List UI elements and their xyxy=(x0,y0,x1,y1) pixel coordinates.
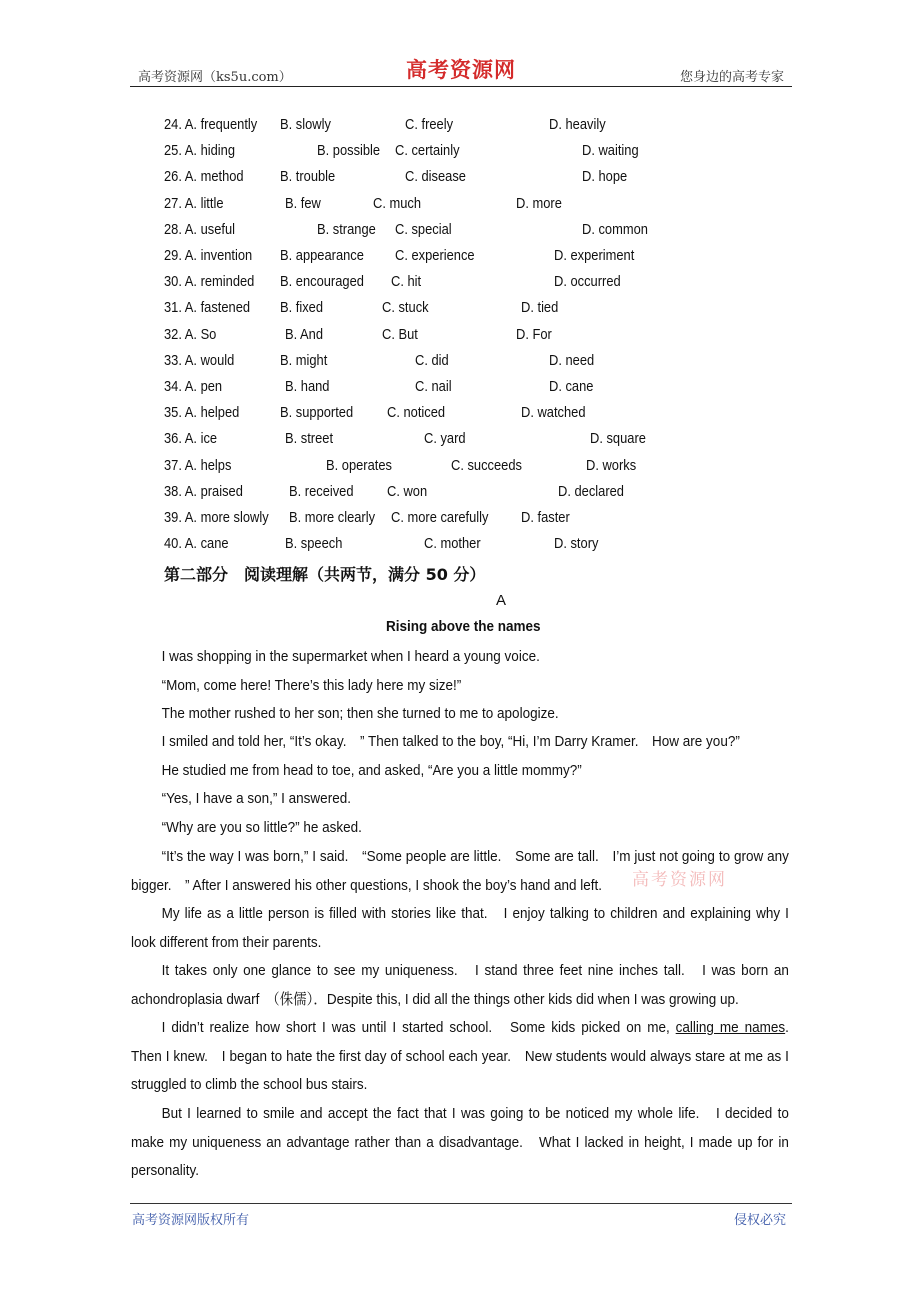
option-a: 36. A. ice xyxy=(164,430,218,448)
option-b: B. fixed xyxy=(280,299,324,317)
option-a: 32. A. So xyxy=(164,325,217,343)
paragraph: I didn’t realize how short I was until I started school. Some kids picked on me, calling me names. Then I knew. I began to hate the first day of school each year. New students would always stare at me as I struggled to climb the school bus stairs. xyxy=(131,1019,803,1094)
paragraph: “Mom, come here! There’s this lady here my size!” xyxy=(161,677,462,694)
option-a: 25. A. hiding xyxy=(164,142,236,160)
section-title: 第二部分 阅读理解（共两节，满分 50 分） xyxy=(164,565,486,584)
option-b: B. supported xyxy=(280,404,354,422)
option-b: B. more clearly xyxy=(289,509,376,526)
option-d: D. cane xyxy=(549,378,594,395)
option-c: C. more carefully xyxy=(391,509,489,526)
option-d: D. watched xyxy=(521,404,586,422)
option-c: C. special xyxy=(395,220,452,238)
option-c: C. much xyxy=(373,194,422,212)
option-b: B. received xyxy=(289,482,354,500)
header-site-name: 高考资源网（ks5u.com） xyxy=(138,70,292,85)
option-d: D. works xyxy=(586,456,637,474)
paragraph: “Yes, I have a son,” I answered. xyxy=(161,790,351,807)
option-d: D. square xyxy=(590,430,646,448)
option-b: B. few xyxy=(285,194,321,212)
option-a: 35. A. helped xyxy=(164,404,240,422)
option-c: C. mother xyxy=(424,535,481,553)
option-c: C. freely xyxy=(405,116,454,133)
option-c: C. succeeds xyxy=(451,456,522,474)
paragraph: I was shopping in the supermarket when I heard a young voice. xyxy=(161,648,540,665)
option-c: C. hit xyxy=(391,273,422,291)
option-b: B. appearance xyxy=(280,247,364,264)
option-c: C. stuck xyxy=(382,299,429,317)
option-b: B. hand xyxy=(285,378,330,395)
option-a: 40. A. cane xyxy=(164,535,229,553)
paragraph: My life as a little person is filled with stories like that. I enjoy talking to children and explaining why I look different from their parents. xyxy=(131,905,789,951)
option-d: D. declared xyxy=(558,482,624,500)
option-c: C. noticed xyxy=(387,404,446,422)
option-d: D. more xyxy=(516,194,562,212)
watermark: 高考资源网 xyxy=(632,870,727,890)
option-a: 26. A. method xyxy=(164,168,244,186)
option-d: D. occurred xyxy=(554,273,621,291)
option-d: D. need xyxy=(549,351,595,369)
option-a: 38. A. praised xyxy=(164,482,243,500)
page-header xyxy=(130,52,792,87)
paragraph: It takes only one glance to see my uniqueness. I stand three feet nine inches tall. I was born an achondroplasia dwarf （侏儒）．Despite this, I did all the things other kids did when I was growing up. xyxy=(131,962,789,1008)
option-d: D. tied xyxy=(521,299,559,317)
paragraph: But I learned to smile and accept the fact that I was going to be noticed my whole life. I decided to make my uniqueness an advantage rather than a disadvantage. What I lacked in height, I made up for in personality. xyxy=(131,1105,789,1180)
header-logo: 高考资源网 xyxy=(406,57,516,82)
option-b: B. strange xyxy=(317,220,376,238)
header-slogan: 您身边的高考专家 xyxy=(679,70,784,85)
option-a: 29. A. invention xyxy=(164,247,253,264)
option-c: C. won xyxy=(387,482,428,500)
paragraph: I smiled and told her, “It’s okay. ” Then talked to the boy, “Hi, I’m Darry Kramer. How are you?” xyxy=(161,733,740,750)
option-c: C. yard xyxy=(424,430,466,448)
option-c: C. did xyxy=(415,351,449,369)
option-a: 34. A. pen xyxy=(164,378,223,395)
option-a: 30. A. reminded xyxy=(164,273,255,291)
option-a: 33. A. would xyxy=(164,351,235,369)
option-a: 31. A. fastened xyxy=(164,299,251,317)
option-b: B. speech xyxy=(285,535,343,553)
option-c: C. disease xyxy=(405,168,466,186)
option-b: B. possible xyxy=(317,142,381,160)
paragraph: “Why are you so little?” he asked. xyxy=(161,819,362,836)
option-d: D. story xyxy=(554,535,599,553)
option-a: 28. A. useful xyxy=(164,220,236,238)
option-d: D. hope xyxy=(582,168,628,186)
footer-copyright: 高考资源网版权所有 xyxy=(132,1213,250,1228)
option-b: B. slowly xyxy=(280,116,331,133)
option-a: 39. A. more slowly xyxy=(164,509,269,526)
page-footer xyxy=(130,1203,792,1228)
option-b: B. encouraged xyxy=(280,273,364,291)
option-d: D. For xyxy=(516,325,552,343)
paragraph: “It’s the way I was born,” I said. “Some people are little. Some are tall. I’m just not going to grow any bigger. ” After I answered his other questions, I shook the boy’s hand and left. xyxy=(131,848,789,894)
option-d: D. faster xyxy=(521,509,570,526)
paragraph: He studied me from head to toe, and asked, “Are you a little mommy?” xyxy=(161,762,582,779)
option-b: B. trouble xyxy=(280,168,336,186)
footer-rights: 侵权必究 xyxy=(733,1213,786,1228)
option-c: C. But xyxy=(382,325,418,343)
option-c: C. experience xyxy=(395,247,475,264)
paragraph: The mother rushed to her son; then she turned to me to apologize. xyxy=(161,705,559,722)
underlined-phrase: calling me names xyxy=(675,1019,786,1036)
option-b: B. And xyxy=(285,325,324,343)
option-c: C. nail xyxy=(415,378,452,395)
option-b: B. street xyxy=(285,430,334,448)
option-a: 24. A. frequently xyxy=(164,116,258,133)
option-a: 27. A. little xyxy=(164,194,224,212)
option-d: D. experiment xyxy=(554,247,635,264)
option-c: C. certainly xyxy=(395,142,460,160)
option-a: 37. A. helps xyxy=(164,456,232,474)
option-b: B. operates xyxy=(326,456,392,474)
option-d: D. common xyxy=(582,220,648,238)
option-d: D. waiting xyxy=(582,142,639,160)
option-b: B. might xyxy=(280,351,328,369)
option-d: D. heavily xyxy=(549,116,606,133)
passage-letter: A xyxy=(496,592,507,609)
passage-title: Rising above the names xyxy=(386,618,541,635)
